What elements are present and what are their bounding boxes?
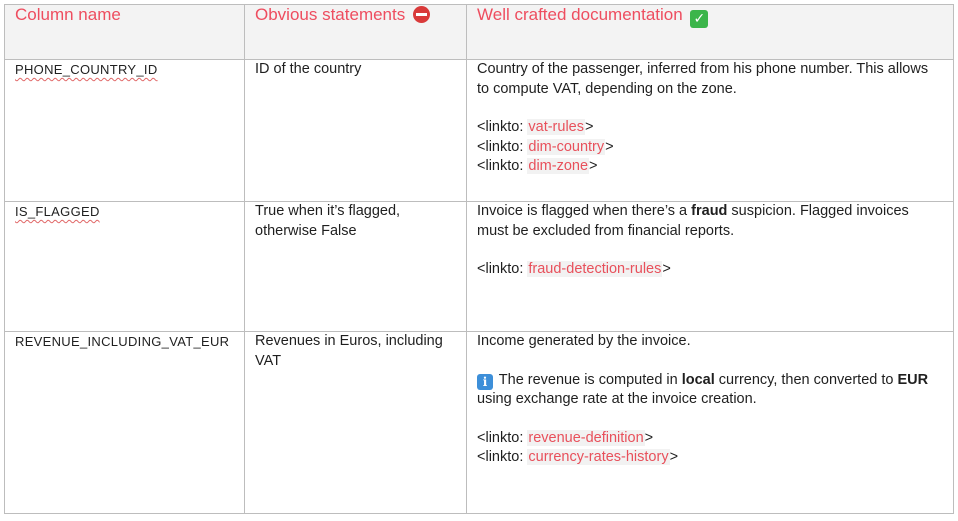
table-row: [5, 202, 954, 332]
header-row: [5, 5, 954, 60]
link-line: <linkto: currency-rates-history>: [477, 449, 679, 465]
obvious-cell: [245, 60, 467, 202]
obvious-text: True when it’s flagged, otherwise False: [255, 203, 401, 239]
link-fraud-detection-rules[interactable]: fraud-detection-rules: [528, 261, 662, 277]
link-line: <linkto: dim-zone>: [477, 158, 598, 174]
obvious-text: ID of the country: [255, 61, 362, 77]
link-dim-zone[interactable]: dim-zone: [528, 158, 589, 174]
link-line: <linkto: vat-rules>: [477, 119, 594, 135]
link-vat-rules[interactable]: vat-rules: [528, 119, 584, 135]
link-currency-rates-history[interactable]: currency-rates-history: [528, 449, 669, 465]
link-dim-country[interactable]: dim-country: [528, 138, 605, 155]
description-text: Country of the passenger, inferred from his phone number. This allows to compute VAT, depending on the zone.: [477, 61, 929, 97]
obvious-text: Revenues in Euros, including VAT: [255, 333, 443, 369]
info-note: i The revenue is computed in local currency, then converted to EUR using exchange rate at the invoice creation.: [477, 371, 929, 407]
header-column-name: Column name: [5, 5, 245, 60]
column-name: IS_FLAGGED: [15, 204, 100, 219]
column-name: REVENUE_INCLUDING_VAT_EUR: [15, 334, 230, 349]
description-text: Income generated by the invoice.: [477, 333, 691, 349]
table-row: [5, 60, 954, 202]
obvious-cell: [245, 332, 467, 514]
column-name-cell: [5, 202, 245, 332]
description-text: Invoice is flagged when there’s a fraud suspicion. Flagged invoices must be excluded from financial reports.: [477, 203, 909, 239]
column-name-cell: [5, 332, 245, 514]
info-icon: i: [477, 374, 493, 390]
table-row: [5, 332, 954, 514]
check-mark-icon: ✓: [690, 10, 708, 28]
no-entry-icon: [413, 6, 430, 23]
link-line: <linkto: dim-country>: [477, 138, 614, 155]
header-well-crafted: Well crafted documentation ✓: [467, 5, 954, 60]
column-name: PHONE_COUNTRY_ID: [15, 62, 158, 77]
header-obvious-statements: Obvious statements: [245, 5, 467, 60]
documentation-table: [4, 4, 954, 514]
bold-fraud: fraud: [691, 203, 728, 219]
obvious-cell: [245, 202, 467, 332]
documentation-cell: [467, 332, 954, 514]
bold-eur: EUR: [897, 371, 929, 388]
documentation-cell: [467, 60, 954, 202]
column-name-cell: [5, 60, 245, 202]
documentation-cell: [467, 202, 954, 332]
link-line: <linkto: revenue-definition>: [477, 429, 654, 446]
link-revenue-definition[interactable]: revenue-definition: [528, 429, 644, 446]
bold-local: local: [681, 371, 715, 388]
link-line: <linkto: fraud-detection-rules>: [477, 261, 671, 277]
